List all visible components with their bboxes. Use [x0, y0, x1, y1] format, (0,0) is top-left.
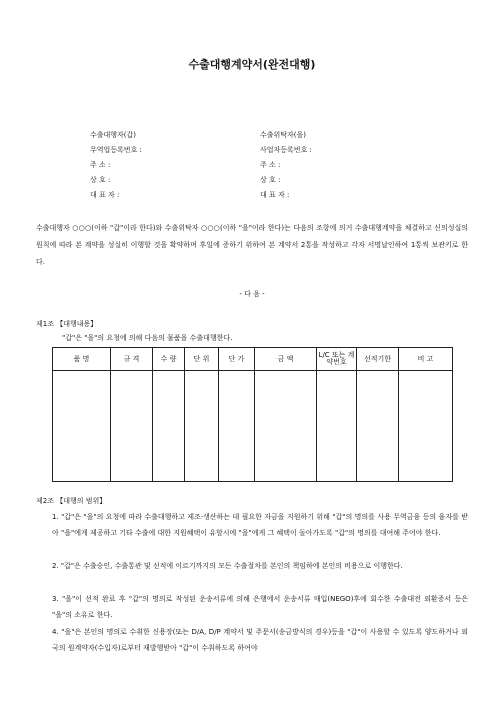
table-cell[interactable] — [185, 371, 219, 482]
party-label: 상 호 : — [90, 176, 111, 184]
party-label: 주 소 : — [260, 161, 281, 169]
party-label: 상 호 : — [260, 176, 281, 184]
table-cell[interactable] — [219, 371, 255, 482]
column-header: 금 액 — [255, 348, 317, 371]
table-cell[interactable] — [399, 371, 453, 482]
article-2-item-1: 1. "갑"은 "을"의 요청에 따라 수출대행하고 제조·생산하는 데 필요한 자금을 지원하기 위해 "갑"의 명의를 사용 무역금융 등의 융자를 받아 "을"에게 제공하고 기타 수출에 대한 지원혜택이 유할시에 "을"에게 그 혜택이 돌아가도록 "갑"의 명의를 대여해 주어야 한다. — [52, 513, 468, 537]
table-cell[interactable] — [153, 371, 185, 482]
party-label: 주 소 : — [90, 161, 111, 169]
article-2-item-3: 3. "을"이 선적 완료 후 "갑"의 명의로 작성된 운송서류에 의해 은행에서 운송서류 매입(NEGO)후에 회수한 수출대전 외환증서 등은 "을"의 소유로 한다. — [52, 595, 468, 619]
party-label: 무역업등록번호 : — [90, 146, 142, 154]
table-cell[interactable] — [53, 371, 111, 482]
column-header: 비 고 — [399, 348, 453, 371]
column-header: 선적기한 — [357, 348, 399, 371]
table-header-row — [53, 348, 453, 371]
party-label: 사업자등록번호 : — [260, 146, 312, 154]
article-2-heading: 제2조 【대행의 범위】 — [36, 497, 107, 505]
article-2-item-2: 2. "갑"은 수출승인, 수출통관 및 선적에 이르기까지의 모든 수출절차를 본인의 책임하에 본인의 비용으로 이행한다. — [52, 562, 403, 570]
table-cell[interactable] — [111, 371, 153, 482]
article-1-text: "갑"은 "을"의 요청에 의해 다음의 물품을 수출대행한다. — [62, 334, 233, 342]
column-header: 단 위 — [185, 348, 219, 371]
column-header: 수 량 — [153, 348, 185, 371]
column-header: 규 격 — [111, 348, 153, 371]
party-consignor — [260, 128, 312, 203]
table-cell[interactable] — [357, 371, 399, 482]
column-header: L/C 또는 계약번호 — [317, 348, 357, 371]
table-row — [53, 371, 453, 482]
party-label: 대 표 자 : — [90, 191, 120, 199]
party-label: 대 표 자 : — [260, 191, 290, 199]
table-cell[interactable] — [255, 371, 317, 482]
table-cell[interactable] — [317, 371, 357, 482]
intro-paragraph: 수출대행자 ○○○(이하 "갑"이라 한다)와 수출위탁자 ○○○(이하 "을"이라 한다)는 다음의 조항에 의거 수출대행계약을 체결하고 신의성실의 원칙에 따라 본 계약을 성실히 이행할 것을 확약하며 후일에 증하기 위하여 본 계약서 2통을 작성하고 각자 서명날인하여 1통씩 보관키로 한다. — [36, 224, 468, 266]
party-label: 수출위탁자(을) — [260, 131, 307, 139]
goods-table — [52, 347, 453, 482]
column-header: 단 가 — [219, 348, 255, 371]
article-2-item-4: 4. "을"은 본인의 명의로 수취한 신용장(또는 D/A, D/P 계약서 및 주문서(송금방식의 경우)등을 "갑"이 사용할 수 있도록 양도하거나 외국의 원계약자(수입자)로부터 재발행받아 "갑"이 수취하도록 하여야 — [52, 628, 468, 652]
column-header: 품 명 — [53, 348, 111, 371]
party-exporter-agent — [90, 128, 142, 203]
party-label: 수출대행자(갑) — [90, 131, 137, 139]
article-1-heading: 제1조 【대행내용】 — [36, 320, 98, 328]
document-title: 수출대행계약서(완전대행) — [188, 58, 316, 71]
separator-heading: - 다 음 - — [239, 290, 265, 298]
